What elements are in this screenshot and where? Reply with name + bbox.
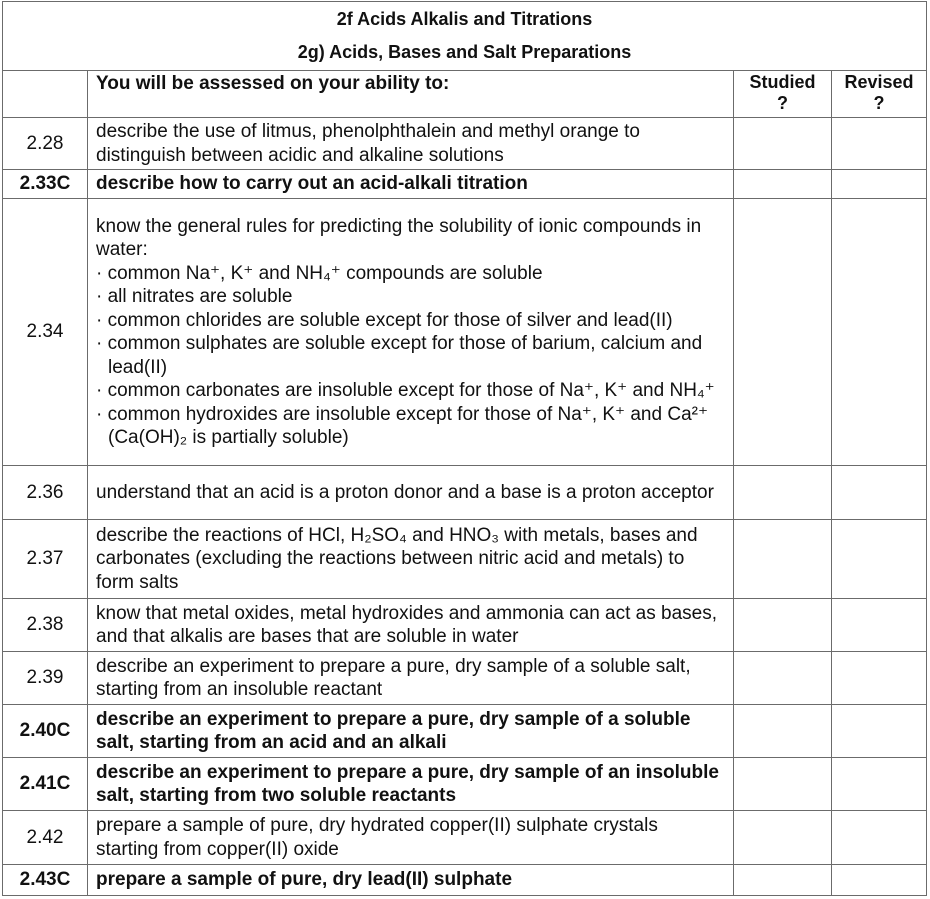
table-row <box>3 520 927 599</box>
revised-checkbox-cell[interactable] <box>832 599 927 652</box>
solubility-rule: · common chlorides are soluble except for those of silver and lead(II) <box>96 309 673 331</box>
studied-checkbox-cell[interactable] <box>734 118 832 170</box>
solubility-rule: · common carbonates are insoluble except for those of Na⁺, K⁺ and NH₄⁺ <box>96 380 715 401</box>
revised-checkbox-cell[interactable] <box>832 865 927 896</box>
spec-code: 2.37 <box>3 520 88 599</box>
header-studied-q: ? <box>777 93 788 113</box>
solubility-rule: · all nitrates are soluble <box>96 286 293 307</box>
header-assessed: You will be assessed on your ability to: <box>88 71 734 118</box>
spec-intro: know the general rules for predicting the solubility of ionic compounds in water: <box>96 215 702 260</box>
table-row <box>3 652 927 705</box>
studied-checkbox-cell[interactable] <box>734 170 832 199</box>
spec-code: 2.28 <box>3 118 88 170</box>
spec-code: 2.43C <box>3 865 88 896</box>
table-row <box>3 705 927 758</box>
spec-description: describe an experiment to prepare a pure, dry sample of an insoluble salt, starting from two soluble reactants <box>88 758 734 811</box>
revised-checkbox-cell[interactable] <box>832 811 927 865</box>
studied-checkbox-cell[interactable] <box>734 811 832 865</box>
section-title-2f: 2f Acids Alkalis and Titrations <box>336 9 593 29</box>
spec-description: understand that an acid is a proton donor and a base is a proton acceptor <box>88 466 734 520</box>
spec-code: 2.41C <box>3 758 88 811</box>
revised-checkbox-cell[interactable] <box>832 705 927 758</box>
spec-description: know that metal oxides, metal hydroxides and ammonia can act as bases, and that alkalis are bases that are soluble in water <box>88 599 734 652</box>
header-revised <box>832 71 927 118</box>
title-row <box>3 2 927 71</box>
header-row <box>3 71 927 118</box>
specification-checklist-table <box>2 1 927 896</box>
studied-checkbox-cell[interactable] <box>734 466 832 520</box>
revised-checkbox-cell[interactable] <box>832 652 927 705</box>
solubility-rule: · common sulphates are soluble except for those of barium, calcium and lead(II) <box>96 333 703 378</box>
table-row <box>3 118 927 170</box>
table-row <box>3 811 927 865</box>
table-row <box>3 758 927 811</box>
table-row <box>3 170 927 199</box>
header-code-cell <box>3 71 88 118</box>
revised-checkbox-cell[interactable] <box>832 758 927 811</box>
revised-checkbox-cell[interactable] <box>832 118 927 170</box>
table-row <box>3 466 927 520</box>
studied-checkbox-cell[interactable] <box>734 758 832 811</box>
studied-checkbox-cell[interactable] <box>734 705 832 758</box>
section-title-2g: 2g) Acids, Bases and Salt Preparations <box>297 42 632 62</box>
revised-checkbox-cell[interactable] <box>832 199 927 466</box>
spec-description: describe how to carry out an acid-alkali titration <box>88 170 734 199</box>
spec-code: 2.39 <box>3 652 88 705</box>
table-row <box>3 199 927 466</box>
spec-description: describe an experiment to prepare a pure, dry sample of a soluble salt, starting from an acid and an alkali <box>88 705 734 758</box>
header-studied-label: Studied <box>749 72 816 92</box>
revised-checkbox-cell[interactable] <box>832 520 927 599</box>
revised-checkbox-cell[interactable] <box>832 170 927 199</box>
studied-checkbox-cell[interactable] <box>734 520 832 599</box>
table-row <box>3 599 927 652</box>
spec-description: prepare a sample of pure, dry hydrated copper(II) sulphate crystals starting from copper(II) oxide <box>88 811 734 865</box>
spec-code: 2.34 <box>3 199 88 466</box>
spec-code: 2.38 <box>3 599 88 652</box>
table-row <box>3 865 927 896</box>
title-cell <box>3 2 927 71</box>
header-studied <box>734 71 832 118</box>
spec-code: 2.36 <box>3 466 88 520</box>
spec-description: describe an experiment to prepare a pure, dry sample of a soluble salt, starting from an insoluble reactant <box>88 652 734 705</box>
spec-code: 2.40C <box>3 705 88 758</box>
revised-checkbox-cell[interactable] <box>832 466 927 520</box>
studied-checkbox-cell[interactable] <box>734 865 832 896</box>
solubility-rule: · common Na⁺, K⁺ and NH₄⁺ compounds are soluble <box>96 262 543 284</box>
spec-description: describe the reactions of HCl, H₂SO₄ and HNO₃ with metals, bases and carbonates (excluding the reactions between nitric acid and metals) to form salts <box>88 520 734 599</box>
spec-description: prepare a sample of pure, dry lead(II) sulphate <box>88 865 734 896</box>
studied-checkbox-cell[interactable] <box>734 652 832 705</box>
header-revised-label: Revised <box>844 72 914 92</box>
spec-code: 2.33C <box>3 170 88 199</box>
solubility-rule: · common hydroxides are insoluble except for those of Na⁺, K⁺ and Ca²⁺ (Ca(OH)₂ is partially soluble) <box>96 403 708 448</box>
spec-code: 2.42 <box>3 811 88 865</box>
studied-checkbox-cell[interactable] <box>734 199 832 466</box>
spec-description: describe the use of litmus, phenolphthalein and methyl orange to distinguish between acidic and alkaline solutions <box>88 118 734 170</box>
spec-description <box>88 199 734 466</box>
studied-checkbox-cell[interactable] <box>734 599 832 652</box>
header-revised-q: ? <box>873 93 885 113</box>
